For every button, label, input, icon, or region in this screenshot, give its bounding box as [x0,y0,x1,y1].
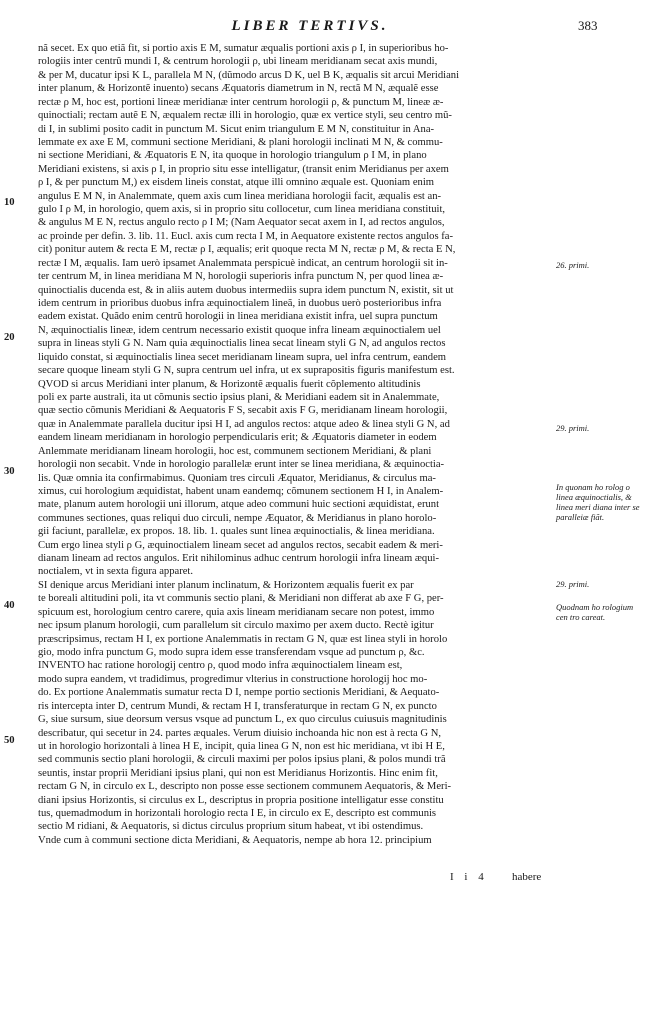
text-line: lis. Quæ omnia ita confirmabimus. Quoniam tres circuli Æquator, Meridianus, & circulus ma- [38,472,436,484]
text-line: tus, quemadmodum in horizontali horologio recta I E, in circulo ex E, descripto est communis [38,808,437,820]
text-line: nã secet. Ex quo etiã fit, si portio axis E M, sumatur æqualis portioni axis ρ I, in superioribus ho- [38,43,449,54]
text-line: nec ipsum planum horologii, cum parallelum sit circulo maximo per axem ducto. Rectè igitur [38,620,434,632]
body-text [38,42,546,847]
text-line: communes sectiones, quas reliqui duo circuli, nempe Æquator, & Meridianus in plano horolo- [38,512,437,524]
text-line: dianam lineam ad rectos angulos. Erit nihilominus adhuc centrum horologii infra lineam æqui- [38,553,439,565]
text-line: gulo I ρ M, in horologio, quem axis, si in proprio situ collocetur, cum linea meridiana constituit, [38,204,446,216]
text-line: ni sectione Meridiani, & Æquatoris E N, ita quoque in horologio triangulum ρ I M, in plano [38,150,427,162]
text-line: describatur, qui secetur in 24. partes æquales. Verum diuisio inchoanda hic non est à recta G N, [38,727,442,739]
text-line: mate, planum autem horologii uni illorum, atque adeo communi huic sectioni æquidistat, erunt [38,499,440,511]
text-line: spicuum est, horologium centro carere, quia axis lineam meridianam secare non potest, immo [38,606,435,618]
text-line: Anlemmate meridianam lineam horologii, hoc est, communem sectionem Meridiani, & plani [38,445,432,457]
line-number-10: 10 [4,197,15,208]
text-line: ac proinde per defin. 3. lib. 11. Eucl. axis cum recta I M, in Aequatore existente rectos angulos fa- [38,230,453,242]
text-line: rectæ I M, æqualis. Iam uerò ipsamet Analemmata perspicuè indicat, an centrum horologii sit in- [38,257,448,269]
text-line: eandem lineam meridianam in horologio perpendicularis erit; & Æquatoris diameter in eodem [38,432,437,444]
text-line: diani ipsius Horizontis, si circulus ex L, descriptus in propria positione intelligatur esse constitu [38,794,444,806]
text-line: quinoctialis ducenda est, & in aliis autem duobus intermediis supra idem punctum N, existit, sit ut [38,284,454,296]
text-line: rologiis inter centrũ mundi I, & centrum horologii ρ, ubi lineam meridianam secat axis mundi, [38,56,438,68]
catchword: habere [512,871,542,883]
text-line: præscripsimus, rectam H I, ex portione Analemmatis in rectam G N, quæ est linea styli in horolo [38,633,448,645]
margin-note-gloss: In quonam ho rolog o linea æquinoctialis, & linea meri diana inter se paralleiæ fiãt. [556,482,640,522]
text-line: & per M, ducatur ipsi K L, parallela M N, (dũmodo arcus D K, uel B K, æqualis sit arcui Meridiani [38,69,460,81]
signature-mark: I i 4 [450,871,488,883]
text-line: di I, in sublimi posito cadit in punctum M. Sicut enim triangulum E M N, constituitur in Ana- [38,123,435,135]
text-line: SI denique arcus Meridiani inter planum inclinatum, & Horizontem æqualis fuerit ex par [38,579,414,591]
text-line: cit) ponitur autem & recta E M, rectæ ρ I, æqualis; erit quoque recta M N, rectæ ρ M, & recta E N, [38,244,456,256]
text-line: sed communis sectio plani horologii, & circuli maximi per polos ipsius plani, & polos mundi trã [38,754,446,766]
text-line: quæ in Analemmate parallela ducitur ipsi H I, ad angulos rectos: atque adeo & linea styli G N, ad [38,418,450,430]
page-number: 383 [578,18,598,33]
margin-note-gloss: Quodnam ho rologium cen tro careat. [556,602,634,622]
text-line: Cum ergo linea styli ρ G, æquinoctialem lineam secet ad angulos rectos, secabit eadem & meri- [38,539,443,551]
text-line: quæ sectio cõmunis Meridiani & Aequatoris F S, secabit axis F G, meridianam lineam horologii, [38,405,448,417]
text-line: ρ I, & per punctum M,) ex eisdem lineis constat, atque illi omnino æquale est. Quoniam enim [38,177,435,189]
text-line: ut in horologio horizontali à linea H E, incipit, quia linea G N, non est hic meridiana, vt ibi H E, [38,740,445,752]
text-line: idem centrum in prioribus duobus infra æquinoctialem lineã, in duobus uerò posterioribus infra [38,298,442,310]
text-line: INVENTO hac ratione horologij centro ρ, quod modo infra æquinoctialem lineam est, [38,660,403,672]
text-line: liquido constat, si æquinoctialis linea secet meridianam lineam supra, uel infra centrum, eandem [38,351,447,363]
text-line: gii faciunt, parallelæ, ex propos. 18. lib. 1. quales sunt linea æquinoctialis, & linea meridiana. [38,526,435,538]
text-line: rectam G N, in circulo ex L, descripto non posse esse sectionem communem Aequatoris, & Meri- [38,781,452,793]
margin-note-citation: 26. primi. [556,260,590,270]
text-line: inter planum, & Horizontẽ inuento) secans Æquatoris diametrum in N, rectã M N, æqualẽ esse [38,83,439,95]
text-line: Vnde cum à communi sectione dicta Meridiani, & Aequatoris, nempe ab hora 12. principium [38,834,432,846]
line-number-20: 20 [4,332,15,343]
text-line: G, siue sursum, siue deorsum versus vsque ad punctum L, ex quo circulus cuiusuis magnitudinis [38,714,447,726]
text-line: ris intercepta inter D, centrum Mundi, & rectam H I, transferaturque in rectam G N, ex puncto [38,700,437,712]
margin-note-citation: 29. primi. [556,423,590,433]
text-line: te boreali altitudini poli, ita vt communis sectio plani, & Meridiani non differat ab axe F G, per- [38,593,444,605]
text-line: N, æquinoctialis lineæ, idem centrum necessario existit quoque infra lineam æquinoctialem uel [38,324,441,336]
text-line: angulus E M N, in Analemmate, quem axis cum linea meridiana horologii facit, æqualis est an- [38,190,442,202]
text-line: horologii non secabit. Vnde in horologio parallelæ erunt inter se linea meridiana, & æquinoctia- [38,459,445,471]
text-line: poli ex parte australi, ita ut cõmunis sectio ipsius plani, & Meridiani eadem sit in Analemmate, [38,391,440,403]
text-line: supra in lineas styli G N. Nam quia æquinoctialis linea secat lineam styli G N, ad angulos rectos [38,338,446,350]
text-line: eadem existat. Quãdo enim centrũ horologii in linea meridiana existit infra, uel supra punctum [38,311,438,323]
text-line: lemmate ex axe E M, communi sectione Meridiani, & plani horologii inclinati M N, & commu- [38,136,443,148]
text-line: sectio M ridiani, & Aequatoris, si dictus circulus proprium situm habeat, vt ibi ostendimus. [38,821,424,833]
text-line: QVOD si arcus Meridiani inter planum, & Horizontẽ æqualis fuerit cõplemento altitudinis [38,378,421,390]
text-line: noctialem, vt in sexta figura apparet. [38,566,194,578]
text-line: ter centrum M, in linea meridiana M N, horologii superioris infra punctum N, per quod linea æ- [38,271,444,283]
line-number-50: 50 [4,735,15,746]
text-line: seuntis, instar proprii Meridiani ipsius plani, qui non est Meridianus Horizontis. Hinc enim fit, [38,767,438,779]
text-line: modo supra eandem, vt tradidimus, progredimur vlterius in constructione horologij hoc mo- [38,673,428,685]
line-number-40: 40 [4,600,15,611]
line-number-30: 30 [4,466,15,477]
text-line: gio, modo infra punctum G, modo supra idem esse transferendam vsque ad punctum ρ, &c. [38,646,425,658]
text-line: rectæ ρ M, hoc est, portioni lineæ meridianæ inter centrum horologii ρ, & punctum M, lineæ æ- [38,96,444,108]
text-line: Meridiani existens, si axis ρ I, in proprio situ esse intelligatur, (transit enim Meridianus per axem [38,163,449,175]
margin-note-citation: 29. primi. [556,579,590,589]
text-line: quinoctiali; rectam autẽ E N, æqualem rectæ illi in horologio, quæ ex vertice styli, seu centro mũ- [38,110,452,122]
text-line: ximus, cui horologium æquidistat, habent unam eandemq; cõmunem sectionem H I, in Analem- [38,485,444,497]
running-head: LIBER TERTIVS. [231,18,389,34]
text-line: secare quoque lineam styli G N, supra centrum uel infra, ut ex suprapositis figuris manifestum est. [38,365,455,377]
text-line: & angulus M E N, rectus angulo recto ρ I M; (Nam Aequator secat axem in I, ad rectos angulos, [38,217,445,229]
text-line: do. Ex portione Analemmatis sumatur recta D I, nempe portio sectionis Meridiani, & Aequato- [38,687,440,699]
